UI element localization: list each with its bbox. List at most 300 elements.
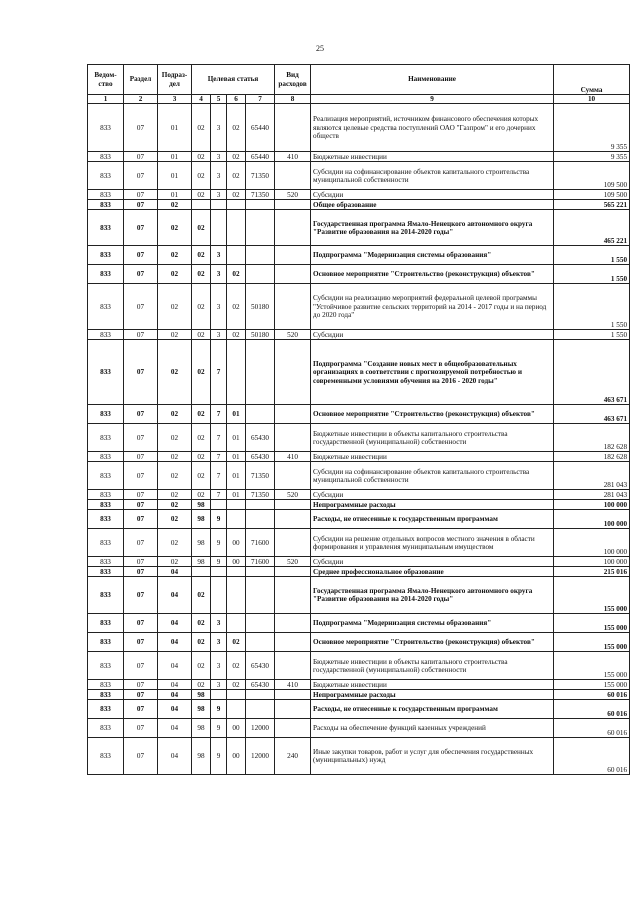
cell-vid <box>275 700 311 719</box>
cell-t4: 65430 <box>246 424 275 452</box>
cell-t3 <box>227 500 246 510</box>
cell-vid: 520 <box>275 330 311 340</box>
cell-sum: 155 000 <box>554 577 630 614</box>
cell-r: 07 <box>124 614 158 633</box>
table-row <box>88 462 630 490</box>
cell-r: 07 <box>124 690 158 700</box>
cell-v: 833 <box>88 567 124 577</box>
cell-sum: 60 016 <box>554 700 630 719</box>
cell-name: Государственная программа Ямало-Ненецкого автономного округа "Развитие образования на 2014-2020 годы" <box>311 210 554 246</box>
cell-t3 <box>227 246 246 265</box>
cell-t3 <box>227 577 246 614</box>
table-row <box>88 162 630 190</box>
cell-p: 02 <box>158 500 192 510</box>
cell-vid: 410 <box>275 152 311 162</box>
cell-v: 833 <box>88 265 124 284</box>
column-number: 9 <box>311 95 554 104</box>
cell-t3: 00 <box>227 557 246 567</box>
column-number: 2 <box>124 95 158 104</box>
cell-sum: 155 000 <box>554 614 630 633</box>
cell-r: 07 <box>124 265 158 284</box>
cell-vid <box>275 405 311 424</box>
cell-p: 02 <box>158 510 192 529</box>
cell-sum: 100 000 <box>554 500 630 510</box>
cell-sum: 182 628 <box>554 452 630 462</box>
cell-r: 07 <box>124 577 158 614</box>
cell-t2 <box>211 200 227 210</box>
table-row <box>88 246 630 265</box>
cell-t3 <box>227 614 246 633</box>
table-row <box>88 340 630 405</box>
cell-t2 <box>211 567 227 577</box>
cell-name: Субсидии на решение отдельных вопросов местного значения в области формирования и управления муниципальным имуществом <box>311 529 554 557</box>
cell-p: 01 <box>158 152 192 162</box>
cell-t2 <box>211 690 227 700</box>
cell-sum: 281 043 <box>554 490 630 500</box>
cell-name: Общее образование <box>311 200 554 210</box>
cell-t2: 9 <box>211 557 227 567</box>
cell-t4: 71350 <box>246 490 275 500</box>
cell-name: Реализация мероприятий, источником финансового обеспечения которых являются целевые средства поступлений ОАО "Газпром" и его дочерних обществ <box>311 104 554 152</box>
cell-v: 833 <box>88 462 124 490</box>
cell-name: Среднее профессиональное образование <box>311 567 554 577</box>
cell-t1: 02 <box>192 614 211 633</box>
cell-name: Бюджетные инвестиции <box>311 152 554 162</box>
cell-t4 <box>246 567 275 577</box>
table-row <box>88 700 630 719</box>
cell-p: 04 <box>158 719 192 738</box>
cell-vid <box>275 265 311 284</box>
cell-t3: 01 <box>227 490 246 500</box>
table-row <box>88 265 630 284</box>
cell-t1: 02 <box>192 104 211 152</box>
cell-r: 07 <box>124 190 158 200</box>
cell-t3: 02 <box>227 104 246 152</box>
cell-vid <box>275 633 311 652</box>
cell-sum: 1 550 <box>554 330 630 340</box>
cell-t3 <box>227 690 246 700</box>
cell-p: 04 <box>158 700 192 719</box>
cell-t2: 9 <box>211 510 227 529</box>
cell-t4 <box>246 614 275 633</box>
cell-name: Субсидии <box>311 490 554 500</box>
cell-t3 <box>227 210 246 246</box>
cell-t2: 9 <box>211 700 227 719</box>
cell-r: 07 <box>124 162 158 190</box>
cell-t4: 50180 <box>246 284 275 330</box>
cell-sum: 155 000 <box>554 633 630 652</box>
cell-v: 833 <box>88 719 124 738</box>
cell-t1: 02 <box>192 190 211 200</box>
cell-t2: 3 <box>211 152 227 162</box>
cell-r: 07 <box>124 500 158 510</box>
cell-v: 833 <box>88 330 124 340</box>
cell-v: 833 <box>88 162 124 190</box>
cell-p: 02 <box>158 557 192 567</box>
cell-p: 04 <box>158 567 192 577</box>
cell-sum: 281 043 <box>554 462 630 490</box>
cell-sum: 565 221 <box>554 200 630 210</box>
cell-t1: 98 <box>192 557 211 567</box>
cell-t1: 02 <box>192 265 211 284</box>
cell-r: 07 <box>124 633 158 652</box>
cell-v: 833 <box>88 577 124 614</box>
table-row <box>88 567 630 577</box>
cell-vid <box>275 500 311 510</box>
cell-r: 07 <box>124 104 158 152</box>
cell-v: 833 <box>88 340 124 405</box>
cell-p: 02 <box>158 424 192 452</box>
cell-sum: 182 628 <box>554 424 630 452</box>
column-number: 4 <box>192 95 211 104</box>
column-number: 6 <box>227 95 246 104</box>
cell-sum: 1 550 <box>554 246 630 265</box>
cell-t4: 65430 <box>246 680 275 690</box>
cell-sum: 1 550 <box>554 265 630 284</box>
cell-r: 07 <box>124 680 158 690</box>
cell-name: Бюджетные инвестиции <box>311 452 554 462</box>
budget-table <box>87 64 630 775</box>
cell-vid <box>275 340 311 405</box>
cell-t1: 02 <box>192 284 211 330</box>
cell-t3 <box>227 340 246 405</box>
cell-t4 <box>246 340 275 405</box>
cell-vid: 520 <box>275 190 311 200</box>
cell-t2: 7 <box>211 490 227 500</box>
cell-t3: 02 <box>227 330 246 340</box>
cell-v: 833 <box>88 700 124 719</box>
cell-name: Непрограммные расходы <box>311 690 554 700</box>
table-row <box>88 405 630 424</box>
header-vid: Вид расходов <box>275 65 311 95</box>
cell-name: Бюджетные инвестиции <box>311 680 554 690</box>
cell-t1: 02 <box>192 424 211 452</box>
cell-name: Подпрограмма "Модернизация системы образования" <box>311 246 554 265</box>
cell-t4 <box>246 577 275 614</box>
cell-t3 <box>227 700 246 719</box>
cell-p: 02 <box>158 246 192 265</box>
cell-t3: 01 <box>227 462 246 490</box>
cell-p: 02 <box>158 490 192 500</box>
cell-t2: 3 <box>211 104 227 152</box>
table-row <box>88 490 630 500</box>
cell-name: Расходы на обеспечение функций казенных учреждений <box>311 719 554 738</box>
cell-r: 07 <box>124 340 158 405</box>
cell-t3: 02 <box>227 633 246 652</box>
cell-t2 <box>211 577 227 614</box>
cell-t1: 02 <box>192 633 211 652</box>
cell-v: 833 <box>88 500 124 510</box>
cell-sum: 109 500 <box>554 190 630 200</box>
cell-t2 <box>211 500 227 510</box>
cell-r: 07 <box>124 424 158 452</box>
table-row <box>88 210 630 246</box>
cell-t3: 02 <box>227 190 246 200</box>
cell-t4 <box>246 210 275 246</box>
cell-r: 07 <box>124 246 158 265</box>
cell-sum: 155 000 <box>554 652 630 680</box>
cell-vid <box>275 210 311 246</box>
cell-r: 07 <box>124 510 158 529</box>
cell-sum: 100 000 <box>554 557 630 567</box>
cell-t2 <box>211 210 227 246</box>
cell-v: 833 <box>88 738 124 775</box>
cell-t2: 3 <box>211 162 227 190</box>
cell-vid <box>275 690 311 700</box>
column-number: 3 <box>158 95 192 104</box>
cell-t2: 7 <box>211 462 227 490</box>
cell-v: 833 <box>88 405 124 424</box>
cell-name: Расходы, не отнесенные к государственным программам <box>311 700 554 719</box>
cell-sum: 1 550 <box>554 284 630 330</box>
cell-name: Субсидии <box>311 190 554 200</box>
cell-t1: 98 <box>192 738 211 775</box>
cell-sum: 60 016 <box>554 690 630 700</box>
cell-t2: 9 <box>211 738 227 775</box>
cell-t1: 98 <box>192 700 211 719</box>
cell-r: 07 <box>124 719 158 738</box>
cell-vid <box>275 424 311 452</box>
cell-v: 833 <box>88 680 124 690</box>
cell-t1 <box>192 200 211 210</box>
cell-t3 <box>227 200 246 210</box>
cell-r: 07 <box>124 529 158 557</box>
cell-v: 833 <box>88 557 124 567</box>
cell-t1: 98 <box>192 510 211 529</box>
cell-vid: 240 <box>275 738 311 775</box>
cell-p: 01 <box>158 104 192 152</box>
cell-v: 833 <box>88 200 124 210</box>
cell-r: 07 <box>124 152 158 162</box>
cell-name: Субсидии <box>311 330 554 340</box>
cell-r: 07 <box>124 452 158 462</box>
cell-t4: 50180 <box>246 330 275 340</box>
table-row <box>88 719 630 738</box>
cell-t2: 7 <box>211 424 227 452</box>
cell-t1: 02 <box>192 452 211 462</box>
cell-t1: 02 <box>192 490 211 500</box>
table-row <box>88 557 630 567</box>
cell-p: 02 <box>158 452 192 462</box>
cell-name: Основное мероприятие "Строительство (реконструкция) объектов" <box>311 405 554 424</box>
cell-name: Иные закупки товаров, работ и услуг для обеспечения государственных (муниципальных) нужд <box>311 738 554 775</box>
cell-v: 833 <box>88 190 124 200</box>
cell-v: 833 <box>88 452 124 462</box>
cell-p: 02 <box>158 462 192 490</box>
cell-vid: 520 <box>275 490 311 500</box>
cell-p: 04 <box>158 738 192 775</box>
cell-sum: 60 016 <box>554 738 630 775</box>
table-row <box>88 500 630 510</box>
cell-p: 02 <box>158 284 192 330</box>
cell-t1: 02 <box>192 246 211 265</box>
cell-t2: 3 <box>211 330 227 340</box>
cell-v: 833 <box>88 529 124 557</box>
cell-t1: 98 <box>192 500 211 510</box>
cell-t4: 65430 <box>246 652 275 680</box>
cell-sum: 463 671 <box>554 405 630 424</box>
cell-v: 833 <box>88 652 124 680</box>
cell-vid: 410 <box>275 680 311 690</box>
table-row <box>88 452 630 462</box>
cell-p: 01 <box>158 190 192 200</box>
cell-t3: 00 <box>227 738 246 775</box>
cell-p: 01 <box>158 162 192 190</box>
cell-t4 <box>246 633 275 652</box>
cell-vid <box>275 284 311 330</box>
cell-vid <box>275 200 311 210</box>
cell-r: 07 <box>124 210 158 246</box>
column-number: 8 <box>275 95 311 104</box>
cell-t3: 02 <box>227 680 246 690</box>
cell-t3: 02 <box>227 284 246 330</box>
cell-t1: 02 <box>192 340 211 405</box>
cell-t2: 3 <box>211 614 227 633</box>
table-row <box>88 633 630 652</box>
cell-t4: 71350 <box>246 162 275 190</box>
table-row <box>88 330 630 340</box>
cell-t1: 98 <box>192 690 211 700</box>
column-number: 7 <box>246 95 275 104</box>
cell-t3: 01 <box>227 405 246 424</box>
cell-sum: 465 221 <box>554 210 630 246</box>
cell-t2: 9 <box>211 529 227 557</box>
cell-name: Основное мероприятие "Строительство (реконструкция) объектов" <box>311 265 554 284</box>
cell-vid: 520 <box>275 557 311 567</box>
cell-t4 <box>246 200 275 210</box>
cell-v: 833 <box>88 246 124 265</box>
cell-t4: 71600 <box>246 557 275 567</box>
cell-t4 <box>246 500 275 510</box>
cell-v: 833 <box>88 104 124 152</box>
header-target: Целевая статья <box>192 65 275 95</box>
cell-t3: 02 <box>227 265 246 284</box>
cell-t1: 98 <box>192 719 211 738</box>
cell-v: 833 <box>88 510 124 529</box>
cell-t3: 00 <box>227 529 246 557</box>
cell-t1: 02 <box>192 330 211 340</box>
cell-v: 833 <box>88 490 124 500</box>
cell-t4: 12000 <box>246 719 275 738</box>
cell-t3: 00 <box>227 719 246 738</box>
cell-r: 07 <box>124 567 158 577</box>
cell-sum: 109 500 <box>554 162 630 190</box>
cell-name: Бюджетные инвестиции в объекты капитального строительства государственной (муниципальной) собственности <box>311 652 554 680</box>
cell-t3: 01 <box>227 424 246 452</box>
table-row <box>88 104 630 152</box>
cell-sum: 9 355 <box>554 152 630 162</box>
cell-t1: 02 <box>192 405 211 424</box>
header-sum: Сумма <box>554 65 630 95</box>
cell-name: Подпрограмма "Создание новых мест в общеобразовательных организациях в соответствии с прогнозируемой потребностью и современными условиями обучения на 2016 - 2020 годы" <box>311 340 554 405</box>
cell-t4: 65440 <box>246 104 275 152</box>
cell-t1 <box>192 567 211 577</box>
table-row <box>88 614 630 633</box>
cell-sum: 215 016 <box>554 567 630 577</box>
cell-name: Основное мероприятие "Строительство (реконструкция) объектов" <box>311 633 554 652</box>
cell-v: 833 <box>88 614 124 633</box>
page-number: 25 <box>316 44 324 53</box>
cell-t2: 3 <box>211 633 227 652</box>
cell-p: 04 <box>158 690 192 700</box>
cell-r: 07 <box>124 700 158 719</box>
cell-t2: 7 <box>211 340 227 405</box>
table-body <box>88 104 630 775</box>
header-vedom: Ведом-ство <box>88 65 124 95</box>
cell-vid <box>275 652 311 680</box>
cell-r: 07 <box>124 405 158 424</box>
cell-t4: 71350 <box>246 190 275 200</box>
cell-v: 833 <box>88 633 124 652</box>
cell-name: Бюджетные инвестиции в объекты капитального строительства государственной (муниципальной) собственности <box>311 424 554 452</box>
column-number: 5 <box>211 95 227 104</box>
cell-t4: 12000 <box>246 738 275 775</box>
cell-r: 07 <box>124 490 158 500</box>
cell-vid <box>275 162 311 190</box>
cell-vid <box>275 246 311 265</box>
cell-v: 833 <box>88 284 124 330</box>
cell-v: 833 <box>88 210 124 246</box>
cell-r: 07 <box>124 738 158 775</box>
cell-t4: 65430 <box>246 452 275 462</box>
cell-vid <box>275 567 311 577</box>
table-row <box>88 652 630 680</box>
cell-p: 02 <box>158 210 192 246</box>
cell-t1: 02 <box>192 680 211 690</box>
cell-t2: 3 <box>211 265 227 284</box>
cell-t3: 02 <box>227 162 246 190</box>
cell-vid <box>275 510 311 529</box>
cell-r: 07 <box>124 652 158 680</box>
cell-t4 <box>246 246 275 265</box>
cell-r: 07 <box>124 200 158 210</box>
cell-v: 833 <box>88 152 124 162</box>
cell-t3: 02 <box>227 652 246 680</box>
cell-t3 <box>227 567 246 577</box>
cell-vid <box>275 104 311 152</box>
cell-sum: 60 016 <box>554 719 630 738</box>
cell-vid <box>275 462 311 490</box>
cell-t4: 65440 <box>246 152 275 162</box>
cell-t1: 02 <box>192 210 211 246</box>
cell-t2: 3 <box>211 190 227 200</box>
cell-p: 04 <box>158 633 192 652</box>
cell-vid <box>275 614 311 633</box>
cell-vid: 410 <box>275 452 311 462</box>
cell-t3: 01 <box>227 452 246 462</box>
cell-t1: 02 <box>192 462 211 490</box>
cell-name: Субсидии на софинансирование объектов капитального строительства муниципальной собственности <box>311 162 554 190</box>
cell-sum: 463 671 <box>554 340 630 405</box>
column-number: 10 <box>554 95 630 104</box>
table-row <box>88 738 630 775</box>
cell-p: 02 <box>158 405 192 424</box>
cell-t1: 02 <box>192 152 211 162</box>
table-row <box>88 690 630 700</box>
table-row <box>88 152 630 162</box>
cell-t2: 3 <box>211 284 227 330</box>
cell-p: 04 <box>158 577 192 614</box>
table-row <box>88 680 630 690</box>
cell-t1: 02 <box>192 577 211 614</box>
cell-p: 02 <box>158 330 192 340</box>
cell-p: 04 <box>158 614 192 633</box>
cell-name: Непрограммные расходы <box>311 500 554 510</box>
cell-t1: 02 <box>192 652 211 680</box>
cell-t1: 98 <box>192 529 211 557</box>
cell-name: Субсидии на софинансирование объектов капитального строительства муниципальной собственности <box>311 462 554 490</box>
cell-sum: 100 000 <box>554 529 630 557</box>
